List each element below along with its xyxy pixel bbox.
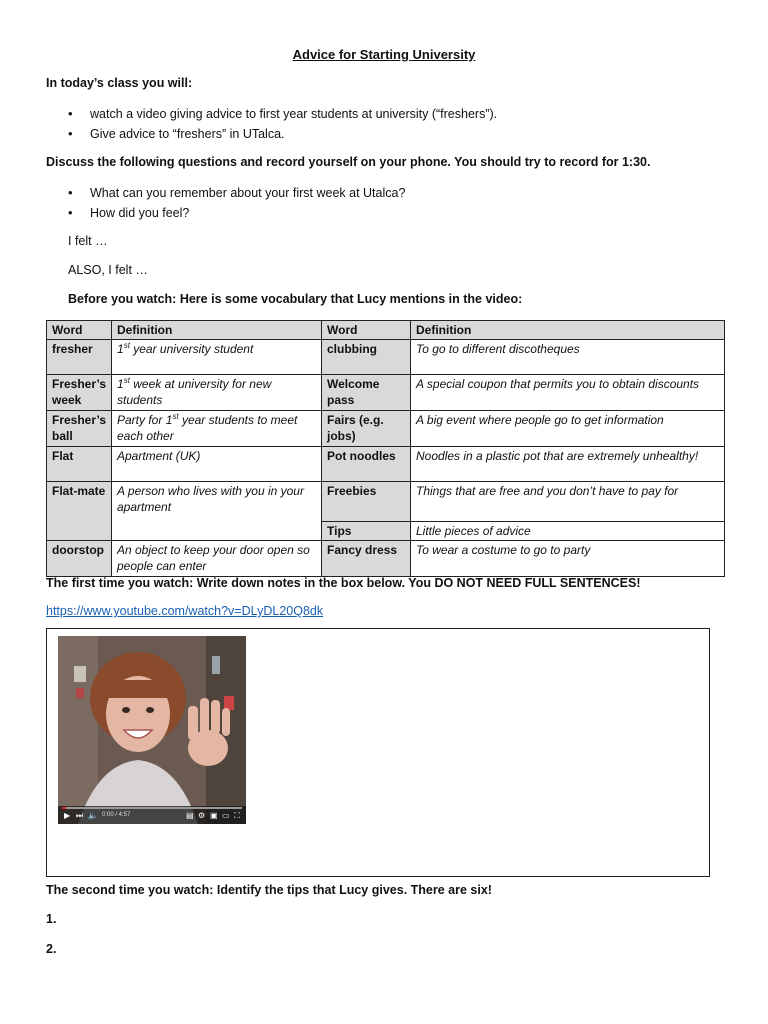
discuss-bullet-item: • How did you feel? — [68, 203, 405, 223]
fullscreen-icon[interactable]: ⛶ — [234, 811, 240, 820]
vocab-word: fresher — [47, 340, 112, 375]
vocab-definition: 1st year university student — [112, 340, 322, 375]
volume-icon[interactable]: 🔈 — [88, 811, 98, 820]
column-header: Definition — [112, 321, 322, 340]
youtube-link[interactable]: https://www.youtube.com/watch?v=DLyDL20Q8dk — [46, 604, 324, 618]
table-row — [47, 340, 725, 375]
vocab-word: doorstop — [47, 541, 112, 577]
vocab-heading: Before you watch: Here is some vocabulary that Lucy mentions in the video: — [68, 292, 523, 306]
vocab-definition: Party for 1st year students to meet each other — [112, 411, 322, 447]
vocab-definition: 1st week at university for new students — [112, 375, 322, 411]
table-row — [47, 482, 725, 522]
settings-icon[interactable]: ⚙ — [198, 811, 206, 820]
column-header: Word — [322, 321, 411, 340]
vocab-word: Flat-mate — [47, 482, 112, 541]
theater-icon[interactable]: ▭ — [222, 811, 230, 820]
watch2-heading: The second time you watch: Identify the tips that Lucy gives. There are six! — [46, 883, 492, 897]
vocab-word: Welcome pass — [322, 375, 411, 411]
vocab-definition: A person who lives with you in your apartment — [112, 482, 322, 541]
miniplayer-icon[interactable]: ▣ — [210, 811, 218, 820]
vocab-definition: A special coupon that permits you to obtain discounts — [411, 375, 725, 411]
video-timecode: 0:00 / 4:57 — [102, 812, 131, 818]
vocab-definition: To go to different discotheques — [411, 340, 725, 375]
column-header: Word — [47, 321, 112, 340]
vocab-definition: A big event where people go to get information — [411, 411, 725, 447]
video-progress-bar[interactable] — [62, 807, 242, 809]
discuss-heading: Discuss the following questions and record yourself on your phone. You should try to record for 1:30. — [46, 155, 651, 169]
tip-number: 1. — [46, 912, 57, 926]
vocab-word: Fairs (e.g. jobs) — [322, 411, 411, 447]
table-row — [47, 447, 725, 482]
intro-bullet-item: • Give advice to “freshers” in UTalca. — [68, 124, 497, 144]
vocab-definition: Noodles in a plastic pot that are extremely unhealthy! — [411, 447, 725, 482]
video-thumbnail[interactable] — [58, 636, 246, 824]
vocab-definition: An object to keep your door open so people can enter — [112, 541, 322, 577]
watch1-heading: The first time you watch: Write down notes in the box below. You DO NOT NEED FULL SENTENCES! — [46, 576, 641, 590]
table-row — [47, 375, 725, 411]
table-header-row — [47, 321, 725, 340]
tip-number: 2. — [46, 942, 57, 956]
discuss-bullet-item: • What can you remember about your first week at Utalca? — [68, 183, 405, 203]
felt-prompt-2: ALSO, I felt … — [68, 263, 148, 277]
vocab-definition: Apartment (UK) — [112, 447, 322, 482]
vocab-word: Pot noodles — [322, 447, 411, 482]
table-row — [47, 411, 725, 447]
video-control-bar — [58, 806, 246, 824]
vocab-word: Fresher’s ball — [47, 411, 112, 447]
intro-bullet-list — [68, 104, 497, 144]
vocab-definition: Things that are free and you don’t have to pay for — [411, 482, 725, 522]
column-header: Definition — [411, 321, 725, 340]
vocab-word: Flat — [47, 447, 112, 482]
intro-heading: In today’s class you will: — [46, 76, 193, 90]
vocab-word: Fancy dress — [322, 541, 411, 577]
vocab-word: clubbing — [322, 340, 411, 375]
vocab-word: Tips — [322, 522, 411, 541]
vocabulary-table — [46, 320, 725, 577]
next-icon[interactable]: ⏭ — [76, 811, 84, 820]
subtitles-icon[interactable]: ▤ — [186, 811, 194, 820]
vocab-definition: Little pieces of advice — [411, 522, 725, 541]
discuss-bullet-list — [68, 183, 405, 223]
table-row — [47, 541, 725, 577]
intro-bullet-item: • watch a video giving advice to first year students at university (“freshers”). — [68, 104, 497, 124]
vocab-definition: To wear a costume to go to party — [411, 541, 725, 577]
page-title: Advice for Starting University — [292, 47, 476, 62]
vocab-word: Fresher’s week — [47, 375, 112, 411]
play-icon[interactable]: ▶ — [64, 811, 71, 820]
video-frame-image — [58, 636, 246, 824]
vocab-word: Freebies — [322, 482, 411, 522]
felt-prompt-1: I felt … — [68, 234, 108, 248]
